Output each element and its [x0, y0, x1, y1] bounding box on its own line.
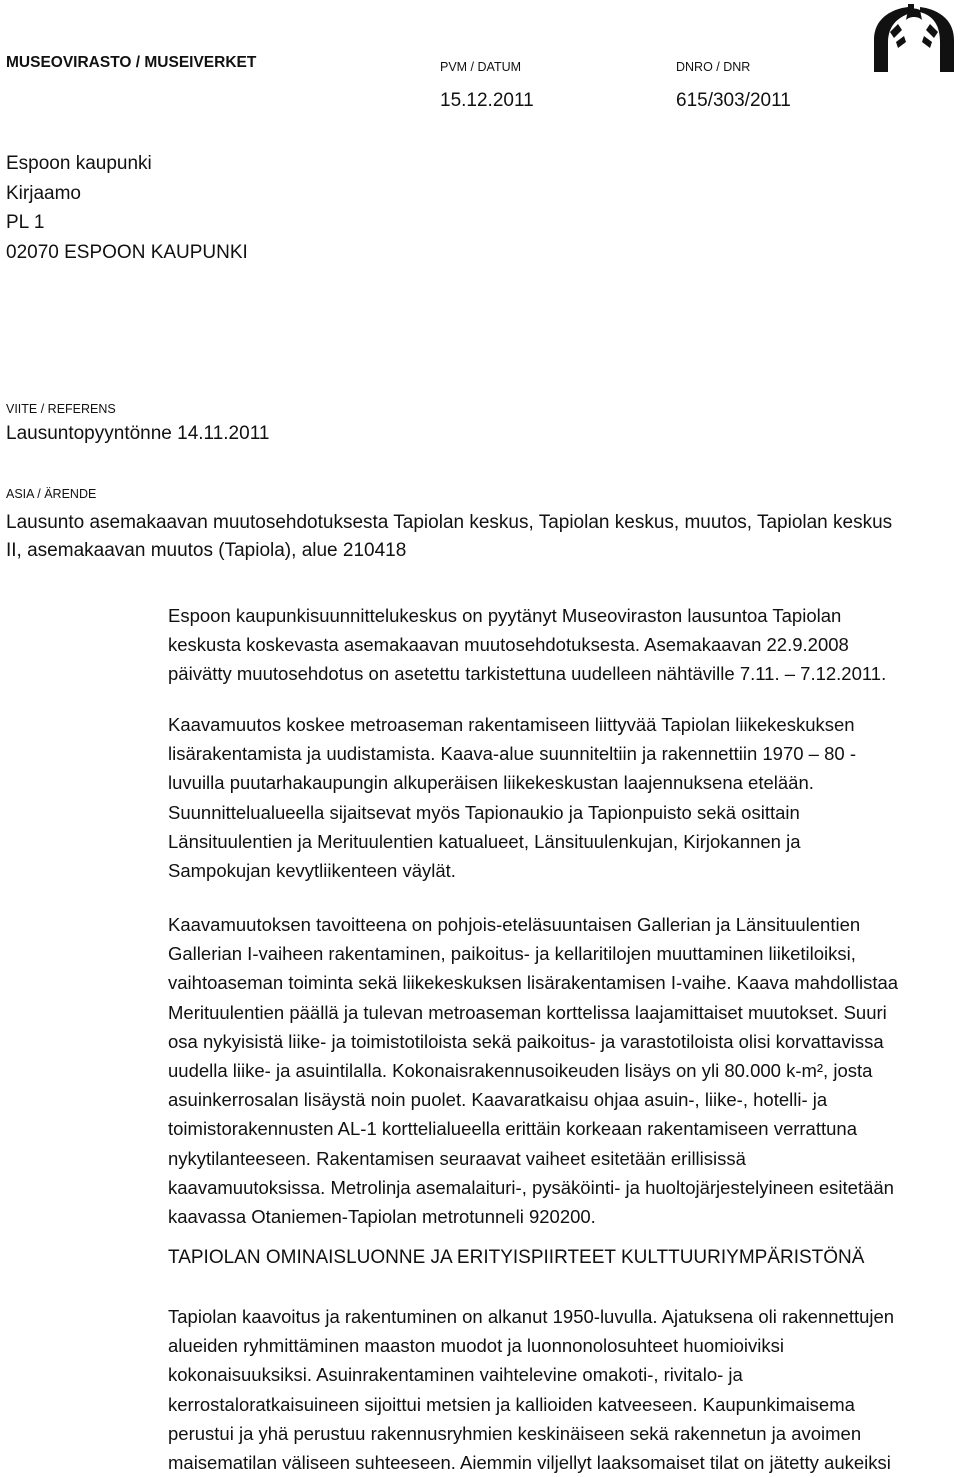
- paragraph-line: Espoon kaupunkisuunnittelukeskus on pyytänyt Museoviraston lausuntoa Tapiolan: [168, 605, 842, 626]
- reference-label: VIITE / REFERENS: [6, 402, 116, 416]
- organization-name: MUSEOVIRASTO / MUSEIVERKET: [6, 54, 257, 71]
- paragraph-line: nykytilanteeseen. Rakentamisen seuraavat vaiheet esitetään erillisissä: [168, 1147, 746, 1169]
- paragraph-line: kaavassa Otaniemen-Tapiolan metrotunneli 920200.: [168, 1206, 596, 1228]
- paragraph-line: kerrostaloratkaisuineen sijoittui metsien ja kallioiden katveeseen. Kaupunkimaisema: [168, 1393, 855, 1415]
- number-value: 615/303/2011: [676, 90, 791, 111]
- recipient-line: 02070 ESPOON KAUPUNKI: [6, 241, 248, 263]
- date-label: PVM / DATUM: [440, 60, 522, 74]
- recipient-line: PL 1: [6, 212, 45, 233]
- paragraph-line: Tapiolan kaavoitus ja rakentuminen on alkanut 1950-luvulla. Ajatuksena oli rakennettujen: [168, 1306, 895, 1327]
- paragraph-line: asuinkerrosalan lisäystä noin puolet. Kaavaratkaisu ohjaa asuin-, liike-, hotelli- ja: [168, 1089, 828, 1111]
- paragraph-line: alueiden ryhmittäminen maaston muodot ja luonnonolosuhteet huomioiviksi: [168, 1335, 785, 1357]
- paragraph-line: kokonaisuuksiksi. Asuinrakentaminen vaihtelevine omakoti-, rivitalo- ja: [168, 1364, 743, 1386]
- paragraph-line: Kaavamuutos koskee metroaseman rakentamiseen liittyvää Tapiolan liikekeskuksen: [168, 714, 855, 735]
- museovirasto-logo-icon: [868, 2, 960, 74]
- paragraph-line: keskusta koskevasta asemakaavan muutosehdotuksesta. Asemakaavan 22.9.2008: [168, 634, 849, 656]
- paragraph-line: vaihtoaseman toiminta sekä liikekeskuksen lisärakentamisen I-vaihe. Kaava mahdollistaa: [168, 972, 899, 994]
- paragraph-line: Länsituulentien ja Merituulentien katualueet, Länsituulenkujan, Kirjokannen ja: [168, 830, 801, 852]
- paragraph-request: [168, 601, 958, 689]
- number-label: DNRO / DNR: [676, 60, 751, 74]
- paragraph-line: luvuilla puutarhakaupungin alkuperäisen liikekeskustan laajennuksena etelään.: [168, 772, 814, 794]
- date-value: 15.12.2011: [440, 90, 534, 111]
- paragraph-line: Suunnittelualueella sijaitsevat myös Tapionaukio ja Tapionpuisto sekä osittain: [168, 801, 800, 823]
- subject-line: II, asemakaavan muutos (Tapiola), alue 210418: [6, 540, 407, 561]
- paragraph-character: [168, 1302, 958, 1477]
- paragraph-scope: [168, 710, 958, 885]
- paragraph-line: Gallerian I-vaiheen rakentaminen, paikoitus- ja kellaritilojen muuttaminen liiketiloiksi,: [168, 943, 856, 965]
- recipient-line: Espoon kaupunki: [6, 153, 152, 174]
- paragraph-line: uudella liike- ja asuintilalla. Kokonaisrakennusoikeuden lisäys on yli 80.000 k-m², josta: [168, 1060, 873, 1082]
- paragraph-line: Merituulentien päällä ja tulevan metroaseman korttelissa laajamittaiset muutokset. Suuri: [168, 1001, 887, 1023]
- recipient-address: [6, 149, 248, 267]
- paragraph-line: perustui ja yhä perustuu rakennusryhmien keskinäiseen sekä rakennetun ja avoimen: [168, 1422, 862, 1444]
- subject-label: ASIA / ÄRENDE: [6, 487, 97, 501]
- paragraph-line: kaavamuutoksissa. Metrolinja asemalaituri-, pysäköinti- ja huoltojärjestelyineen esitetään: [168, 1176, 894, 1198]
- paragraph-line: Kaavamuutoksen tavoitteena on pohjois-eteläsuuntaisen Gallerian ja Länsituulentien: [168, 914, 861, 935]
- reference-value: Lausuntopyyntönne 14.11.2011: [6, 423, 270, 444]
- paragraph-objectives: [168, 910, 958, 1231]
- subject-line: Lausunto asemakaavan muutosehdotuksesta Tapiolan keskus, Tapiolan keskus, muutos, Tapiolan keskus: [6, 512, 893, 533]
- subject-text: [6, 509, 956, 565]
- paragraph-line: toimistorakennusten AL-1 korttelialueella erittäin korkeaan rakentamiseen verrattuna: [168, 1118, 857, 1140]
- paragraph-line: lisärakentamista ja uudistamista. Kaava-alue suunniteltiin ja rakennettiin 1970 – 80 -: [168, 743, 856, 765]
- paragraph-line: osa nykyisistä liike- ja toimistotiloista sekä paikoitus- ja varastotiloista olisi korvattavissa: [168, 1030, 884, 1052]
- paragraph-line: Sampokujan kevytliikenteen väylät.: [168, 860, 456, 882]
- paragraph-line: maisematilan väliseen suhteeseen. Aiemmin viljellyt laaksomaiset tilat on jätetty aukeiksi: [168, 1452, 891, 1474]
- section-heading: TAPIOLAN OMINAISLUONNE JA ERITYISPIIRTEET KULTTUURIYMPÄRISTÖNÄ: [168, 1247, 865, 1268]
- paragraph-line: päivätty muutosehdotus on asetettu tarkistettuna uudelleen nähtäville 7.11. – 7.12.2011.: [168, 663, 887, 685]
- recipient-line: Kirjaamo: [6, 182, 81, 204]
